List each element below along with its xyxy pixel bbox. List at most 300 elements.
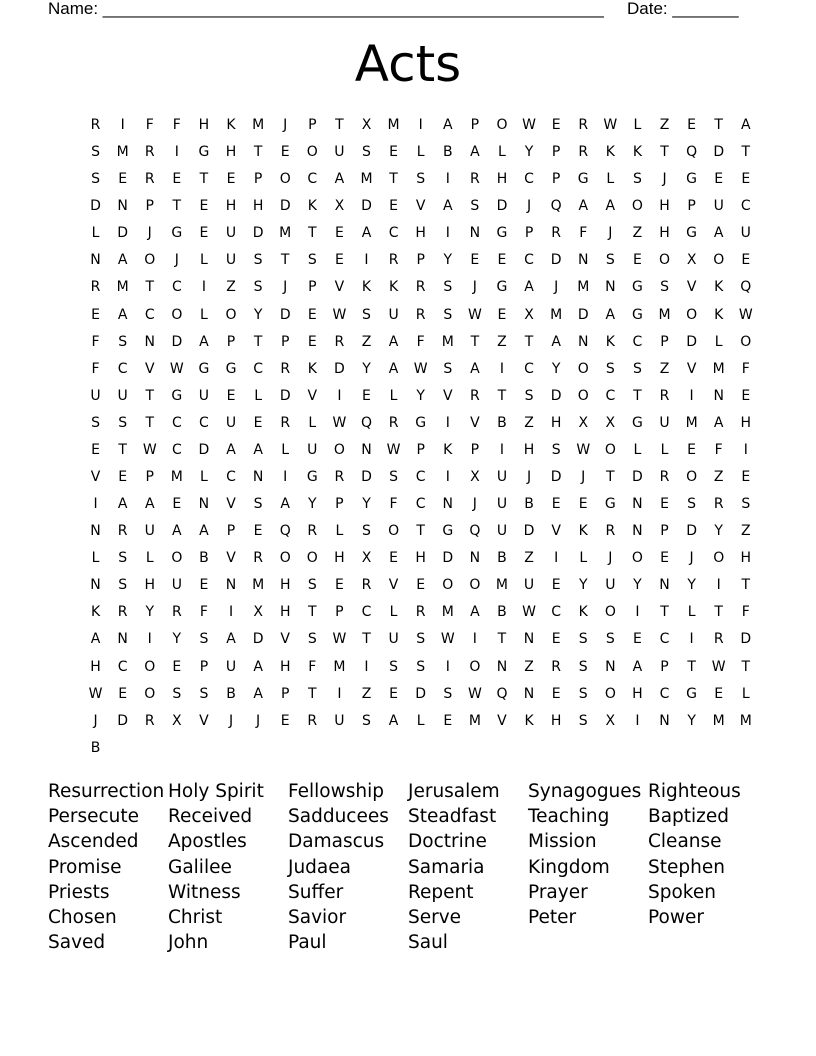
grid-cell[interactable]: S [118,333,128,350]
grid-cell[interactable]: K [524,712,534,729]
grid-cell[interactable]: S [578,712,588,729]
grid-cell[interactable]: M [712,712,725,729]
grid-cell[interactable]: O [144,658,156,675]
grid-cell[interactable]: R [415,306,426,323]
grid-cell[interactable]: P [687,198,696,215]
grid-cell[interactable]: T [308,604,317,621]
grid-cell[interactable]: A [388,360,399,377]
grid-cell[interactable]: W [332,306,347,323]
grid-cell[interactable]: L [254,387,263,404]
grid-cell[interactable]: M [577,279,590,296]
grid-cell[interactable]: C [415,469,426,486]
grid-cell[interactable]: U [605,577,616,594]
grid-cell[interactable]: P [551,171,561,188]
grid-cell[interactable]: U [307,441,318,458]
grid-cell[interactable]: W [142,441,157,458]
grid-cell[interactable]: A [388,333,399,350]
grid-cell[interactable]: C [144,306,155,323]
grid-cell[interactable]: P [308,279,317,296]
grid-cell[interactable]: S [416,658,426,675]
grid-cell[interactable]: O [469,577,481,594]
grid-cell[interactable]: P [226,523,236,540]
grid-cell[interactable]: L [335,523,344,540]
grid-cell[interactable]: N [713,387,724,404]
grid-cell[interactable]: C [632,333,643,350]
grid-cell[interactable]: E [199,577,209,594]
grid-cell[interactable]: Y [145,604,155,621]
grid-cell[interactable]: L [200,252,208,269]
grid-cell[interactable]: D [252,225,264,242]
grid-cell[interactable]: R [144,712,155,729]
grid-cell[interactable]: A [741,117,751,133]
grid-cell[interactable]: E [497,252,507,269]
grid-cell[interactable]: J [526,469,532,486]
grid-cell[interactable]: V [442,387,453,404]
grid-cell[interactable]: D [523,523,535,540]
grid-cell[interactable]: P [226,333,236,350]
grid-cell[interactable]: X [361,117,372,133]
grid-cell[interactable]: A [470,144,480,161]
grid-cell[interactable]: U [388,306,399,323]
grid-cell[interactable]: Z [741,523,751,540]
name-field[interactable]: Name: _____________________________________________________ [48,0,604,18]
grid-cell[interactable]: E [551,117,561,133]
grid-cell[interactable]: F [172,117,181,133]
grid-cell[interactable]: G [631,414,643,431]
grid-cell[interactable]: V [144,360,155,377]
grid-cell[interactable]: S [524,387,534,404]
grid-cell[interactable]: L [91,550,100,567]
grid-cell[interactable]: A [199,523,209,540]
grid-cell[interactable]: N [469,225,481,242]
grid-cell[interactable]: C [659,631,670,648]
grid-cell[interactable]: I [418,117,423,133]
grid-cell[interactable]: E [389,144,398,161]
grid-cell[interactable]: A [470,360,480,377]
grid-cell[interactable]: N [90,252,101,269]
grid-cell[interactable]: O [659,252,671,269]
grid-cell[interactable]: M [441,604,454,621]
grid-cell[interactable]: W [711,658,726,675]
grid-cell[interactable]: A [199,333,209,350]
grid-cell[interactable]: J [174,252,179,269]
grid-cell[interactable]: P [280,333,290,350]
grid-cell[interactable]: E [389,198,398,215]
grid-cell[interactable]: A [632,658,643,675]
grid-cell[interactable]: V [470,414,480,431]
grid-cell[interactable]: O [631,198,643,215]
grid-cell[interactable]: T [172,198,182,215]
date-field[interactable]: Date: _______ [627,0,739,18]
grid-cell[interactable]: F [308,658,317,675]
grid-cell[interactable]: N [632,496,643,513]
grid-cell[interactable]: L [145,550,154,567]
grid-cell[interactable]: O [306,550,318,567]
grid-cell[interactable]: K [90,604,101,621]
grid-cell[interactable]: K [307,198,317,215]
grid-cell[interactable]: L [200,469,208,486]
grid-cell[interactable]: V [497,712,507,729]
grid-cell[interactable]: F [91,360,100,377]
grid-cell[interactable]: W [522,604,536,621]
grid-cell[interactable]: U [496,469,508,486]
grid-cell[interactable]: S [687,496,697,513]
grid-cell[interactable]: O [171,550,183,567]
grid-cell[interactable]: M [441,333,454,350]
grid-cell[interactable]: D [361,198,372,215]
grid-cell[interactable]: U [523,577,535,594]
grid-cell[interactable]: M [468,712,481,729]
grid-cell[interactable]: K [578,523,588,540]
grid-cell[interactable]: Y [687,712,696,729]
grid-cell[interactable]: X [470,469,480,486]
grid-cell[interactable]: H [740,550,752,567]
grid-cell[interactable]: R [144,144,155,161]
grid-cell[interactable]: E [714,685,724,702]
grid-cell[interactable]: G [577,171,589,188]
grid-cell[interactable]: I [445,414,450,431]
grid-cell[interactable]: E [578,496,588,513]
grid-cell[interactable]: R [605,523,616,540]
grid-cell[interactable]: U [171,577,182,594]
grid-cell[interactable]: F [389,496,398,513]
grid-cell[interactable]: Q [740,279,752,296]
grid-cell[interactable]: E [362,387,371,404]
grid-cell[interactable]: K [307,360,317,377]
grid-cell[interactable]: E [280,712,290,729]
grid-cell[interactable]: W [332,414,347,431]
grid-cell[interactable]: Q [469,523,481,540]
grid-cell[interactable]: M [252,117,265,133]
grid-cell[interactable]: G [631,279,643,296]
grid-cell[interactable]: R [280,414,291,431]
grid-cell[interactable]: C [199,414,209,431]
grid-cell[interactable]: A [361,225,372,242]
grid-cell[interactable]: V [686,279,697,296]
grid-cell[interactable]: T [714,604,723,621]
grid-cell[interactable]: K [714,306,724,323]
grid-cell[interactable]: E [389,685,398,702]
grid-cell[interactable]: N [225,577,237,594]
grid-cell[interactable]: B [90,739,101,756]
grid-cell[interactable]: O [740,333,752,350]
grid-cell[interactable]: A [144,496,155,513]
grid-cell[interactable]: F [579,225,588,242]
grid-cell[interactable]: A [253,685,263,702]
grid-cell[interactable]: G [198,360,210,377]
grid-cell[interactable]: M [116,279,129,296]
grid-cell[interactable]: H [632,685,643,702]
grid-cell[interactable]: P [660,333,669,350]
grid-cell[interactable]: X [686,252,697,269]
grid-cell[interactable]: O [604,441,616,458]
grid-cell[interactable]: I [337,387,342,404]
grid-cell[interactable]: G [496,279,508,296]
grid-cell[interactable]: E [741,387,751,404]
grid-cell[interactable]: F [741,604,750,621]
grid-cell[interactable]: K [361,279,372,296]
grid-cell[interactable]: E [253,523,263,540]
grid-cell[interactable]: D [117,225,129,242]
grid-cell[interactable]: S [416,631,426,648]
grid-cell[interactable]: N [252,469,264,486]
grid-cell[interactable]: G [686,685,698,702]
grid-cell[interactable]: H [496,171,508,188]
grid-cell[interactable]: Z [524,550,534,567]
grid-cell[interactable]: S [362,144,371,161]
grid-cell[interactable]: S [632,171,642,188]
grid-cell[interactable]: W [738,306,753,323]
grid-cell[interactable]: I [445,658,450,675]
grid-cell[interactable]: Y [714,523,723,540]
grid-cell[interactable]: V [388,577,399,594]
grid-cell[interactable]: H [225,198,237,215]
grid-cell[interactable]: A [605,306,616,323]
grid-cell[interactable]: G [306,469,318,486]
grid-cell[interactable]: U [659,414,670,431]
grid-cell[interactable]: I [228,604,234,621]
grid-cell[interactable]: O [279,550,291,567]
grid-cell[interactable]: S [389,658,399,675]
grid-cell[interactable]: T [497,631,507,648]
grid-cell[interactable]: D [279,306,291,323]
grid-cell[interactable]: V [551,523,561,540]
grid-cell[interactable]: J [608,225,613,242]
grid-cell[interactable]: P [660,523,669,540]
grid-cell[interactable]: Z [659,117,670,133]
grid-cell[interactable]: L [389,387,398,404]
grid-cell[interactable]: I [743,441,748,458]
grid-cell[interactable]: N [469,550,481,567]
grid-cell[interactable]: H [279,604,291,621]
grid-cell[interactable]: D [198,441,210,458]
grid-cell[interactable]: D [496,198,508,215]
grid-cell[interactable]: B [524,496,534,513]
grid-cell[interactable]: V [199,712,209,729]
grid-cell[interactable]: T [741,658,751,675]
grid-cell[interactable]: L [606,171,615,188]
grid-cell[interactable]: S [91,144,100,161]
grid-cell[interactable]: N [659,712,670,729]
grid-cell[interactable]: E [551,631,561,648]
grid-cell[interactable]: O [577,360,589,377]
grid-cell[interactable]: P [280,685,290,702]
grid-cell[interactable]: N [496,658,508,675]
grid-cell[interactable]: E [199,225,209,242]
grid-cell[interactable]: N [90,577,101,594]
grid-cell[interactable]: K [388,279,399,296]
grid-cell[interactable]: F [91,333,100,350]
grid-cell[interactable]: L [579,550,588,567]
grid-cell[interactable]: E [687,441,697,458]
grid-cell[interactable]: K [443,441,453,458]
grid-cell[interactable]: G [198,144,210,161]
grid-cell[interactable]: R [713,631,724,648]
grid-cell[interactable]: J [228,712,234,729]
grid-cell[interactable]: G [171,225,183,242]
grid-cell[interactable]: H [415,225,426,242]
grid-cell[interactable]: F [199,604,208,621]
grid-cell[interactable]: T [687,658,696,675]
grid-cell[interactable]: E [660,550,669,567]
grid-cell[interactable]: I [445,225,450,242]
grid-cell[interactable]: A [578,198,589,215]
grid-cell[interactable]: T [145,414,155,431]
grid-cell[interactable]: A [90,631,101,648]
grid-cell[interactable]: U [117,387,128,404]
grid-cell[interactable]: Z [361,333,372,350]
grid-cell[interactable]: I [472,631,477,648]
grid-cell[interactable]: N [577,252,589,269]
grid-cell[interactable]: H [659,198,670,215]
grid-cell[interactable]: R [171,604,182,621]
grid-cell[interactable]: L [389,604,398,621]
grid-cell[interactable]: E [660,496,669,513]
grid-cell[interactable]: S [362,712,371,729]
grid-cell[interactable]: P [660,658,669,675]
grid-cell[interactable]: Y [633,577,642,594]
grid-cell[interactable]: W [88,685,103,702]
grid-cell[interactable]: Y [551,360,561,377]
grid-cell[interactable]: O [144,685,156,702]
grid-cell[interactable]: R [415,279,426,296]
grid-cell[interactable]: R [415,604,426,621]
grid-cell[interactable]: O [442,577,454,594]
grid-cell[interactable]: Y [578,577,588,594]
grid-cell[interactable]: L [633,441,642,458]
grid-cell[interactable]: Y [687,577,696,594]
grid-cell[interactable]: N [361,441,372,458]
grid-cell[interactable]: S [118,577,128,594]
grid-cell[interactable]: E [334,577,344,594]
grid-cell[interactable]: E [307,306,317,323]
grid-cell[interactable]: H [550,414,562,431]
grid-cell[interactable]: J [147,225,152,242]
grid-cell[interactable]: A [280,496,290,513]
grid-cell[interactable]: T [145,279,155,296]
grid-cell[interactable]: U [198,387,210,404]
grid-cell[interactable]: D [713,144,725,161]
grid-cell[interactable]: G [604,496,616,513]
grid-cell[interactable]: M [333,658,346,675]
grid-cell[interactable]: Z [713,469,724,486]
grid-cell[interactable]: O [388,523,400,540]
grid-cell[interactable]: S [118,414,128,431]
grid-cell[interactable]: S [91,171,100,188]
grid-cell[interactable]: L [660,441,669,458]
grid-cell[interactable]: J [283,117,288,133]
grid-cell[interactable]: J [472,279,477,296]
grid-cell[interactable]: S [578,658,588,675]
grid-cell[interactable]: J [283,279,288,296]
grid-cell[interactable]: E [118,171,128,188]
grid-cell[interactable]: S [551,441,561,458]
grid-cell[interactable]: R [307,523,318,540]
grid-cell[interactable]: S [443,306,453,323]
grid-cell[interactable]: A [388,712,399,729]
grid-cell[interactable]: J [472,496,477,513]
grid-cell[interactable]: L [416,144,425,161]
grid-cell[interactable]: X [172,712,182,729]
grid-cell[interactable]: C [253,360,263,377]
grid-cell[interactable]: C [171,279,182,296]
grid-cell[interactable]: R [388,252,399,269]
grid-cell[interactable]: K [578,604,588,621]
grid-cell[interactable]: G [225,360,237,377]
grid-cell[interactable]: C [361,604,372,621]
grid-cell[interactable]: T [308,685,317,702]
grid-cell[interactable]: L [498,144,506,161]
grid-cell[interactable]: P [470,441,480,458]
grid-cell[interactable]: S [632,360,642,377]
grid-cell[interactable]: A [442,117,453,133]
grid-cell[interactable]: I [283,469,288,486]
grid-cell[interactable]: K [632,144,643,161]
grid-cell[interactable]: E [551,685,561,702]
grid-cell[interactable]: O [577,387,589,404]
grid-cell[interactable]: Y [172,631,182,648]
grid-cell[interactable]: H [279,658,291,675]
grid-cell[interactable]: R [90,117,101,133]
grid-cell[interactable]: S [578,685,588,702]
grid-cell[interactable]: Z [659,360,670,377]
grid-cell[interactable]: T [633,387,642,404]
grid-cell[interactable]: O [713,550,725,567]
grid-cell[interactable]: I [635,604,640,621]
grid-cell[interactable]: W [467,685,482,702]
grid-cell[interactable]: S [605,360,615,377]
grid-cell[interactable]: X [605,414,616,431]
grid-cell[interactable]: Q [686,144,698,161]
grid-cell[interactable]: H [740,414,752,431]
grid-cell[interactable]: S [91,414,100,431]
grid-cell[interactable]: V [686,360,697,377]
grid-cell[interactable]: H [523,441,535,458]
grid-cell[interactable]: R [117,604,128,621]
grid-cell[interactable]: W [413,360,428,377]
grid-cell[interactable]: P [199,658,209,675]
grid-cell[interactable]: E [632,252,642,269]
grid-cell[interactable]: V [334,279,345,296]
grid-cell[interactable]: T [389,171,398,188]
grid-cell[interactable]: S [199,685,209,702]
grid-cell[interactable]: E [172,658,182,675]
grid-cell[interactable]: U [334,144,345,161]
grid-cell[interactable]: F [714,441,723,458]
grid-cell[interactable]: K [714,279,724,296]
grid-cell[interactable]: C [171,414,182,431]
grid-cell[interactable]: S [389,469,399,486]
grid-cell[interactable]: S [172,685,182,702]
grid-cell[interactable]: L [308,414,317,431]
grid-cell[interactable]: Z [524,414,534,431]
grid-cell[interactable]: T [118,441,127,458]
grid-cell[interactable]: S [253,279,263,296]
grid-cell[interactable]: T [145,387,155,404]
grid-cell[interactable]: T [335,117,344,133]
grid-cell[interactable]: D [577,306,589,323]
grid-cell[interactable]: U [496,523,508,540]
grid-cell[interactable]: R [117,523,128,540]
grid-cell[interactable]: Y [416,387,425,404]
grid-cell[interactable]: O [333,441,345,458]
grid-cell[interactable]: R [144,171,155,188]
grid-cell[interactable]: I [554,550,559,567]
grid-cell[interactable]: D [117,712,129,729]
grid-cell[interactable]: J [554,279,559,296]
grid-cell[interactable]: I [689,631,694,648]
grid-cell[interactable]: R [90,279,101,296]
